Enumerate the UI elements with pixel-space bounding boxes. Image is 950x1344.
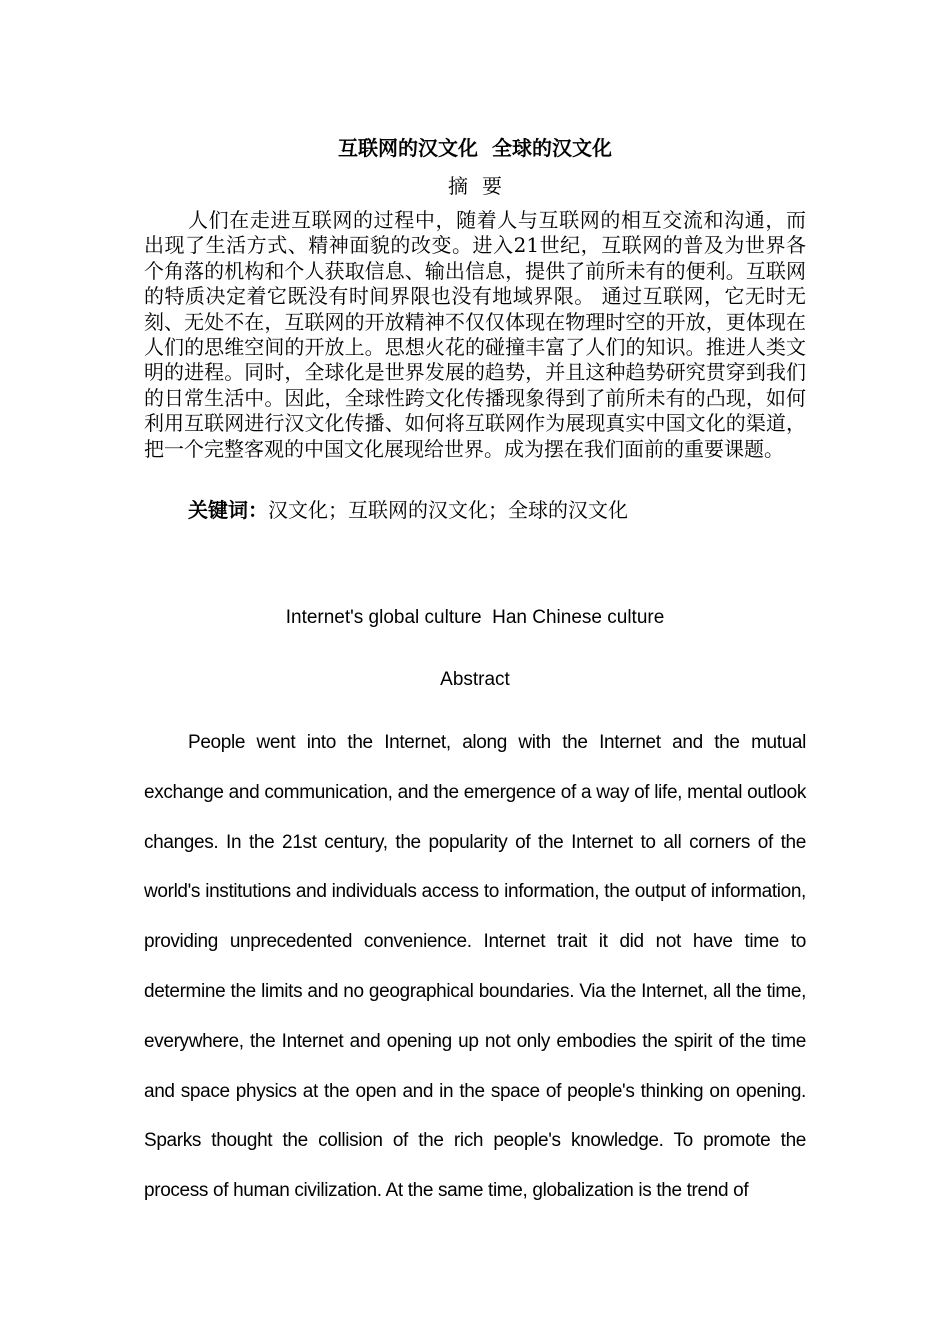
english-abstract-body: People went into the Internet, along with the Internet and the mutual exchange and communication, and the emergence of a way of life, mental outlook changes. In the 21st century, the popularity of the Internet to all corners of the world's institutions and individuals access to information, the output of information, providing unprecedented convenience. Internet trait it did not have time to determine the limits and no geographical boundaries. Via the Internet, all the time, everywhere, the Internet and opening up not only embodies the spirit of the time and space physics at the open and in the space of people's thinking on opening. Sparks thought the collision of the rich people's knowledge. To promote the process of human civilization. At the same time, globalization is the trend of <box>144 732 806 1202</box>
chinese-keywords <box>188 496 806 524</box>
english-abstract-heading: Abstract <box>440 669 510 690</box>
keywords-label: 关键词： <box>188 498 268 522</box>
chinese-abstract-heading: 摘要 <box>448 174 516 198</box>
chinese-title: 互联网的汉文化 全球的汉文化 <box>338 136 612 160</box>
english-title: Internet's global culture Han Chinese culture <box>285 607 665 628</box>
chinese-abstract-body: 人们在走进互联网的过程中，随着人与互联网的相互交流和沟通，而出现了生活方式、精神面貌的改变。进入21世纪，互联网的普及为世界各个角落的机构和个人获取信息、输出信息，提供了前所未有的便利。互联网的特质决定着它既没有时间界限也没有地域界限。 通过互联网，它无时无刻、无处不在，互联网的开放精神不仅仅体现在物理时空的开放，更体现在人们的思维空间的开放上。思想火花的碰撞丰富了人们的知识。推进人类文明的进程。同时，全球化是世界发展的趋势，并且这种趋势研究贯穿到我们的日常生活中。因此，全球性跨文化传播现象得到了前所未有的凸现，如何利用互联网进行汉文化传播、如何将互联网作为展现真实中国文化的渠道，把一个完整客观的中国文化展现给世界。成为摆在我们面前的重要课题。 <box>144 208 806 461</box>
keywords-list: 汉文化；互联网的汉文化；全球的汉文化 <box>268 498 628 522</box>
